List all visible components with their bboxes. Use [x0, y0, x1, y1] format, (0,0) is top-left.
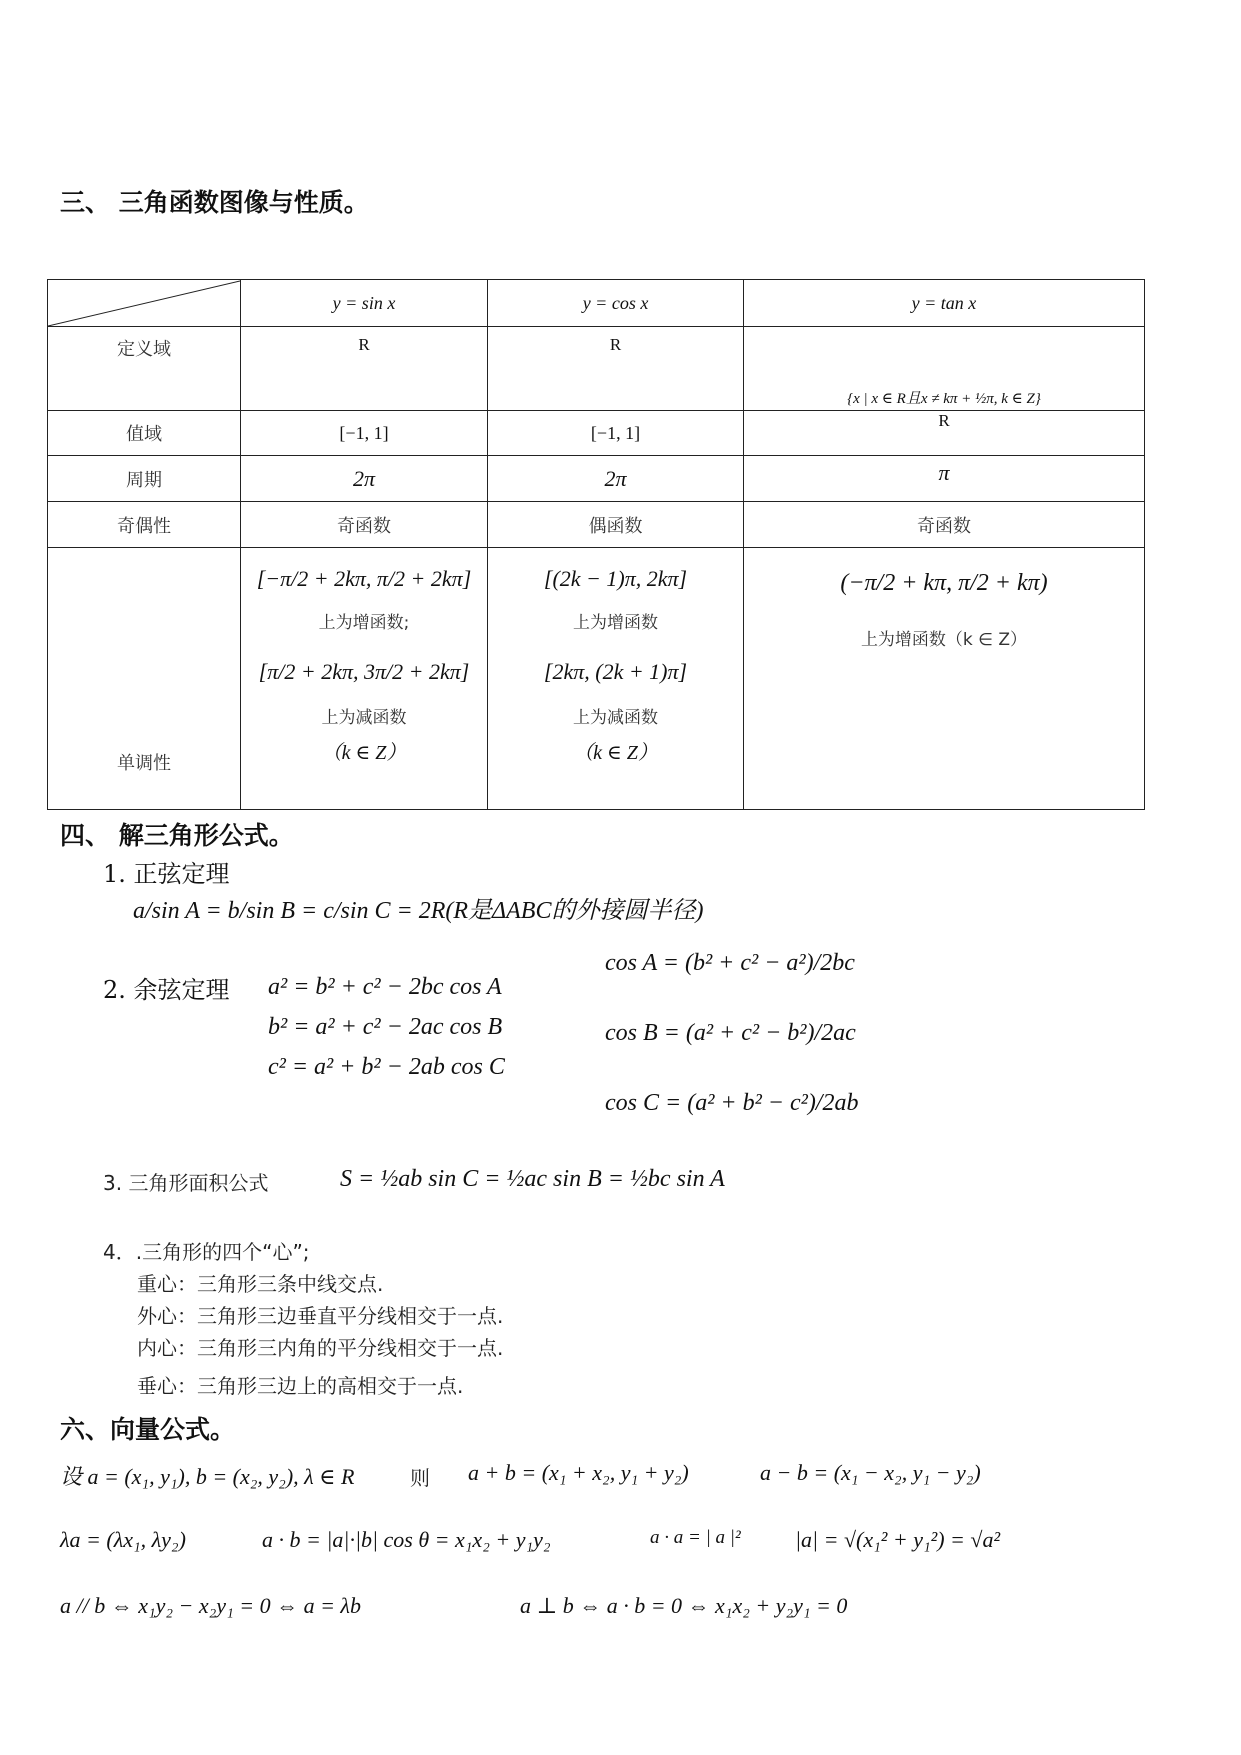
orthocenter-text: 垂心：三角形三边上的高相交于一点. — [137, 1374, 464, 1398]
sin-decreasing-interval: [π/2 + 2kπ, 3π/2 + 2kπ] — [258, 659, 470, 684]
header-sin: y = sin x — [241, 280, 488, 327]
row-range-label: 值域 — [48, 411, 241, 456]
four-centers-label: 4．.三角形的四个“心”; — [103, 1240, 310, 1264]
parallel-condition: a // b ⇔ x₁y₂ − x₂y₁ = 0 ⇔ a = λb — [60, 1593, 361, 1618]
cos-b-formula: cos B = (a² + c² − b²)/2ac — [605, 1020, 856, 1046]
perpendicular-condition: a ⊥ b ⇔ a · b = 0 ⇔ x₁x₂ + y₂y₁ = 0 — [520, 1593, 848, 1618]
cosine-law-label: 2. 余弦定理 — [103, 976, 230, 1004]
domain-tan: {x | x ∈ R且x ≠ kπ + ½π, k ∈ Z} — [744, 327, 1145, 411]
dot-product: a · b = |a|·|b| cos θ = x₁x₂ + y₁y₂ — [262, 1527, 551, 1552]
section-3-title: 三、 三角函数图像与性质。 — [60, 188, 369, 217]
section-4-title: 四、 解三角形公式。 — [60, 821, 294, 850]
sine-law-label: 1. 正弦定理 — [103, 860, 230, 888]
header-diagonal-cell — [48, 280, 241, 327]
header-tan: y = tan x — [744, 280, 1145, 327]
parity-tan: 奇函数 — [744, 502, 1145, 548]
cos-increasing-note: 上为增函数 — [573, 613, 658, 633]
parity-cos: 偶函数 — [488, 502, 744, 548]
period-tan: π — [744, 456, 1145, 502]
range-sin: [−1, 1] — [241, 411, 488, 456]
tan-increasing-interval: (−π/2 + kπ, π/2 + kπ) — [840, 570, 1048, 596]
domain-sin: R — [241, 327, 488, 411]
parity-sin: 奇函数 — [241, 502, 488, 548]
sin-decreasing-note: 上为减函数 — [321, 708, 407, 728]
sin-k-in-z: （k ∈ Z） — [321, 742, 407, 764]
cosine-law-b: b² = a² + c² − 2ac cos B — [268, 1014, 503, 1040]
sin-increasing-note: 上为增函数; — [318, 613, 410, 633]
monotonic-cos — [488, 548, 744, 810]
cos-decreasing-note: 上为减函数 — [573, 708, 658, 728]
circumcenter-text: 外心：三角形三边垂直平分线相交于一点. — [137, 1304, 504, 1328]
vector-scalar-multiple: λa = (λx₁, λy₂) — [60, 1527, 186, 1552]
row-domain-label: 定义域 — [48, 327, 241, 411]
area-formula-label: 3. 三角形面积公式 — [103, 1171, 269, 1195]
cosine-law-a: a² = b² + c² − 2bc cos A — [268, 974, 502, 1000]
period-cos: 2π — [488, 456, 744, 502]
section-6-title: 六、向量公式。 — [60, 1415, 236, 1444]
row-monotonic-label: 单调性 — [48, 548, 241, 810]
sine-law-formula: a/sin A = b/sin B = c/sin C = 2R(R是ΔABC的外接圆半径) — [133, 898, 704, 924]
domain-cos: R — [488, 327, 744, 411]
incenter-text: 内心：三角形三内角的平分线相交于一点. — [137, 1336, 504, 1360]
area-formula: S = ½ab sin C = ½ac sin B = ½bc sin A — [340, 1166, 725, 1192]
vector-magnitude: |a| = √(x₁² + y₁²) = √a² — [795, 1527, 1001, 1552]
cos-a-formula: cos A = (b² + c² − a²)/2bc — [605, 950, 855, 976]
cos-decreasing-interval: [2kπ, (2k + 1)π] — [543, 659, 688, 684]
range-cos: [−1, 1] — [488, 411, 744, 456]
row-parity-label: 奇偶性 — [48, 502, 241, 548]
range-tan: R — [744, 411, 1145, 456]
vector-then: 则 — [410, 1466, 430, 1490]
vector-definition: 设 a = (x₁, y₁), b = (x₂, y₂), λ ∈ R — [60, 1464, 355, 1489]
vector-difference: a − b = (x₁ − x₂, y₁ − y₂) — [760, 1460, 981, 1485]
header-cos: y = cos x — [488, 280, 744, 327]
sin-increasing-interval: [−π/2 + 2kπ, π/2 + 2kπ] — [256, 566, 472, 591]
centroid-text: 重心：三角形三条中线交点. — [137, 1272, 384, 1296]
period-sin: 2π — [241, 456, 488, 502]
cos-increasing-interval: [(2k − 1)π, 2kπ] — [543, 566, 688, 591]
trig-properties-table — [47, 279, 1145, 810]
monotonic-tan — [744, 548, 1145, 810]
tan-increasing-note: 上为增函数（k ∈ Z） — [860, 630, 1028, 650]
cosine-law-c: c² = a² + b² − 2ab cos C — [268, 1054, 505, 1080]
monotonic-sin — [241, 548, 488, 810]
self-dot-product: a · a = | a |² — [650, 1527, 741, 1548]
cos-k-in-z: （k ∈ Z） — [573, 742, 658, 764]
row-period-label: 周期 — [48, 456, 241, 502]
vector-sum: a + b = (x₁ + x₂, y₁ + y₂) — [468, 1460, 689, 1485]
diagonal-line — [48, 280, 240, 327]
cos-c-formula: cos C = (a² + b² − c²)/2ab — [605, 1090, 859, 1116]
